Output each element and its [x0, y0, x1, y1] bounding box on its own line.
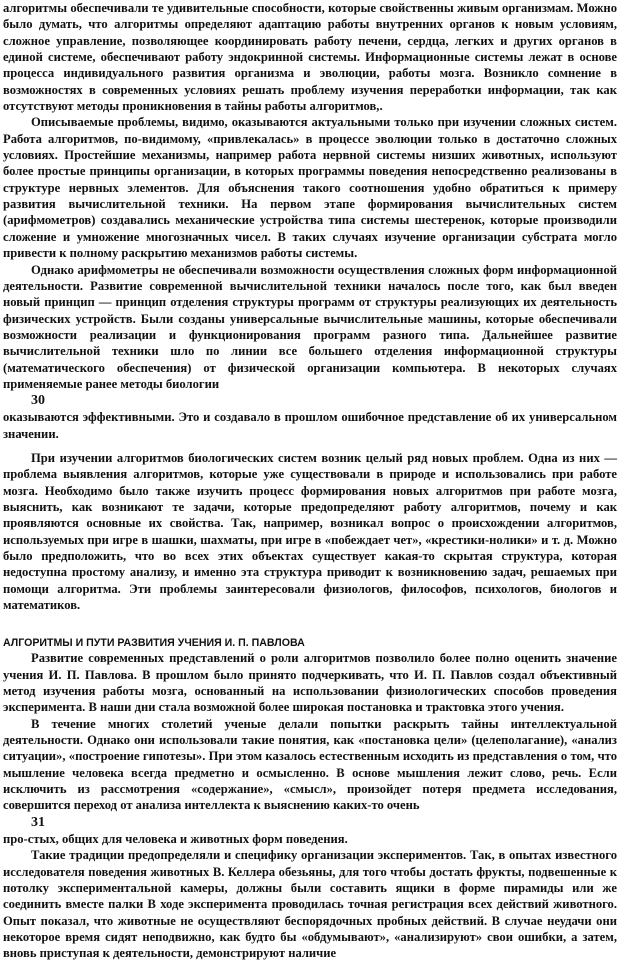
section-heading: АЛГОРИТМЫ И ПУТИ РАЗВИТИЯ УЧЕНИЯ И. П. ПАВЛОВА	[3, 637, 305, 650]
paragraph-4: оказываются эффективными. Это и создавало в прошлом ошибочное представление об их универсальном значении.	[3, 410, 617, 441]
paragraph-8: про-стых, общих для человека и животных форм поведения.	[3, 831, 348, 846]
paragraph-gap	[3, 442, 617, 450]
paragraph-1: алгоритмы обеспечивали те удивительные способности, которые свойственны живым организмам. Можно было думать, что алгоритмы определяют адаптацию работы внутренних органов к новым условиям, сложное управление, позволяющее координировать работу печени, сердца, легких и других органов в единой системе, обеспечивают работу эндокринной системы. Информационные системы лежат в основе процесса индивидуального развития организма и эволюции, работы мозга. Возникло сомнение в возможностях в современных условиях решать проблему изучения переработки информации, так как отсутствуют методы проникновения в тайны работы алгоритмов,.	[3, 1, 617, 114]
paragraph-9: Такие традиции предопределяли и специфику организации экспериментов. Так, в опытах известного исследователя поведения животных В. Келлера обезьяны, для того чтобы достать фрукты, подвешенные к потолку экспериментальной камеры, должны были составить ящики в форме пирамиды или же соединить вместе палки В ходе эксперимента проводилась точная регистрация всех действий животного. Опыт показал, что животные не осуществляют беспорядочных пробных действий. В случае неудачи они некоторое время сидят неподвижно, как будто бы «обдумывают», «анализируют» свои ошибки, а затем, вновь приступая к деятельности, демонстрируют наличие	[3, 848, 617, 961]
paragraph-7: В течение многих столетий ученые делали попытки раскрыть тайны интеллектуальной деятельности. Однако они использовали такие понятия, как «постановка цели» (целеполагание), «анализ ситуации», «построение гипотезы». При этом казалось естественным исходить из представления о том, что мышление человека всегда предметно и осмысленно. В основе мышления лежит слово, речь. Если исключить из рассмотрения «содержание», «смысл», произойдет потеря предмета исследования, совершится переход от анализа интеллекта к выяснению каких-то очень	[3, 716, 617, 813]
page-number-30: 30	[31, 393, 45, 409]
paragraph-3: Однако арифмометры не обеспечивали возможности осуществления сложных форм информационной деятельности. Развитие современной вычислительной техники началось после того, как был введен новый принцип — принцип отделения структуры программ от структуры реализующих их деятельность физических устройств. Были созданы универсальные вычислительные машины, которые обеспечивали возможности реализации и функционирования программ разного типа. Дальнейшее развитие вычислительной техники шло по линии все большего отделения информационной структуры (математического обеспечения) от физической организации компьютера. В некоторых случаях применяемые ранее методы биологии	[3, 262, 617, 391]
paragraph-6: Развитие современных представлений о роли алгоритмов позволило более полно оценить значение учения И. П. Павлова. В прошлом было принято подчеркивать, что И. П. Павлов создал объективный метод изучения работы мозга, основанный на использовании физиологических способов проведения эксперимента. В наши дни стала возможной более широкая постановка и трактовка этого учения.	[3, 651, 617, 715]
page-number-31: 31	[31, 814, 45, 830]
paragraph-5: При изучении алгоритмов биологических систем возник целый ряд новых проблем. Одна из них — проблема выявления алгоритмов, которые уже существовали в природе и использовались при работе мозга. Необходимо было также изучить процесс формирования новых алгоритмов при работе мозга, выяснить, как возникают те задачи, которые предопределяют работу алгоритмов, почему и как проявляются основные их свойства. Так, например, возникал вопрос о происхождении алгоритмов, используемых при игре в шашки, шахматы, при игре в «побеждает чет», «крестики-нолики» и т. д. Можно было предположить, что во всех этих объектах существует какая-то скрытая структура, которая недоступна простому анализу, и именно эта структура приводит к возникновению задач, решаемых при помощи алгоритма. Эти проблемы заинтересовали физиологов, философов, психологов, биологов и математиков.	[3, 450, 617, 613]
paragraph-2: Описываемые проблемы, видимо, оказываются актуальными только при изучении сложных систем. Работа алгоритмов, по-видимому, «привлекалась» в процессе эволюции только в достаточно сложных условиях. Простейшие механизмы, например работа нервной системы низших животных, используют более простые принципы организации, в которых программы поведения непосредственно реализованы в структуре нервных элементов. Для объяснения такого соотношения удобно обратиться к примеру развития вычислительной техники. На первом этапе формирования вычислительных систем (арифмометров) создавались механические устройства типа системы шестеренок, которые производили сложение и умножение многозначных чисел. В таких случаях изучение организации субстрата могло привести к полному раскрытию механизмов работы системы.	[3, 115, 617, 261]
